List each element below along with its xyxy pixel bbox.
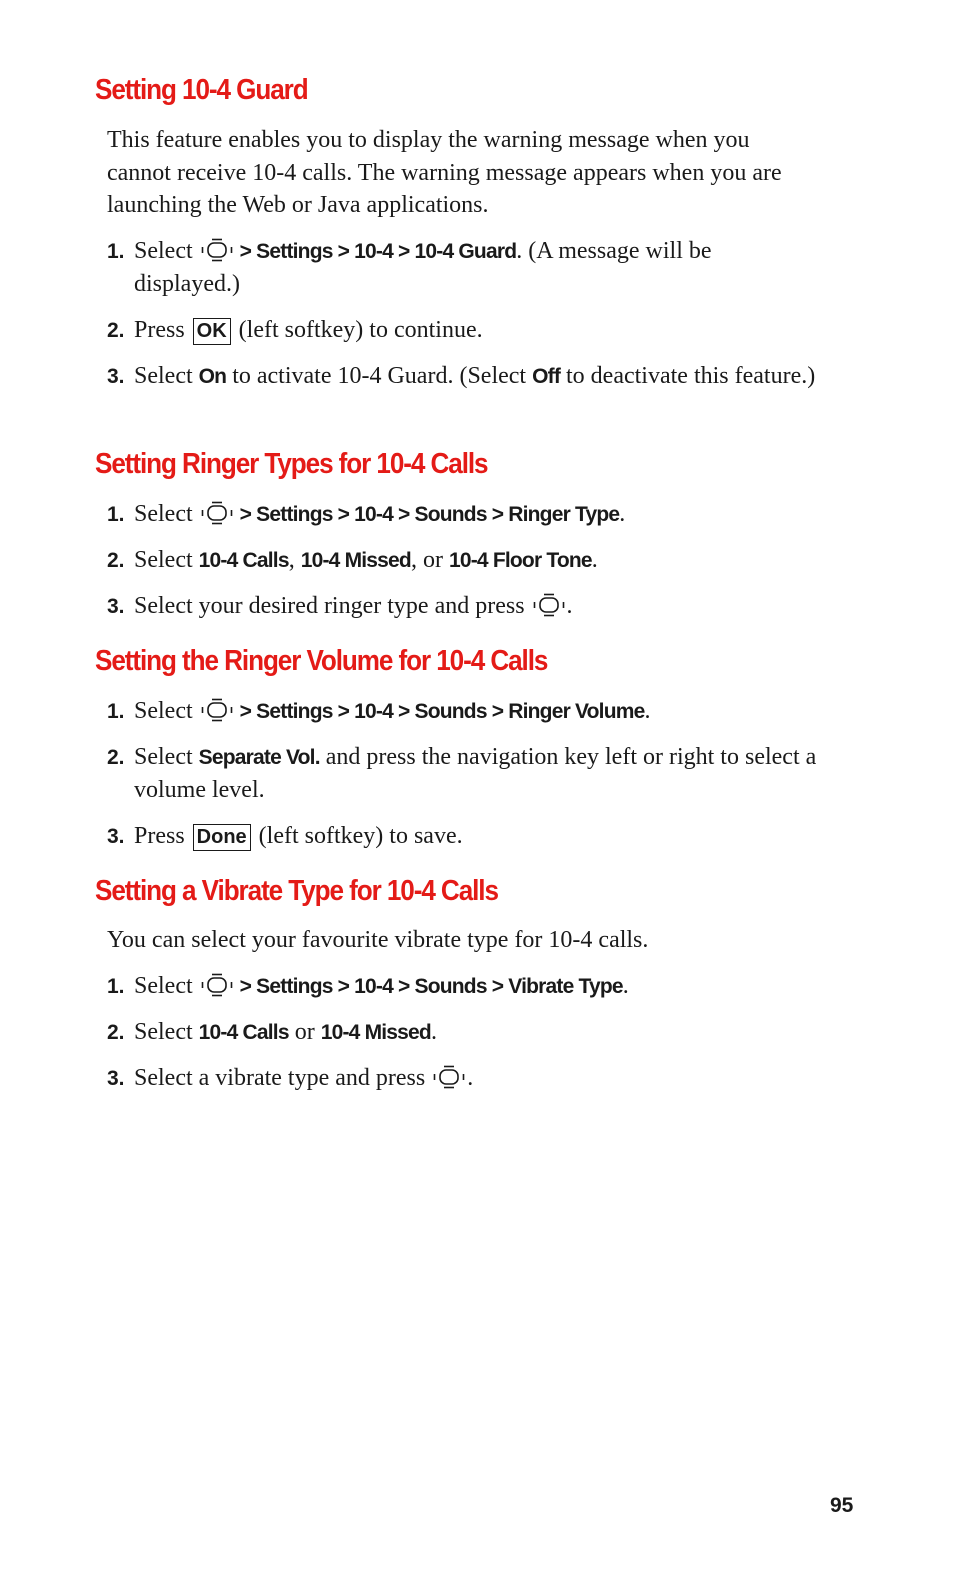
section-title-vibrate-type: Setting a Vibrate Type for 10-4 Calls xyxy=(95,875,498,907)
page-number: 95 xyxy=(830,1494,854,1517)
section-title-ringer-volume: Setting the Ringer Volume for 10-4 Calls xyxy=(95,645,548,677)
ok-softkey-label: OK xyxy=(193,318,231,345)
steps-vibrate-type xyxy=(107,970,817,1095)
list-item: 1. Select > Settings > 10-4 > Sounds > Vibrate Type. xyxy=(107,973,629,999)
section-title-10-4-guard: Setting 10-4 Guard xyxy=(95,74,308,106)
menu-ok-key-icon xyxy=(201,238,233,262)
list-item: 3. Select your desired ringer type and press . xyxy=(107,593,573,619)
menu-ok-key-icon xyxy=(201,501,233,525)
steps-ringer-types xyxy=(107,498,817,623)
menu-ok-key-icon xyxy=(433,1065,465,1089)
list-item: 3. Press Done (left softkey) to save. xyxy=(107,823,463,849)
list-item: 2. Press OK (left softkey) to continue. xyxy=(107,317,483,343)
menu-ok-key-icon xyxy=(201,973,233,997)
menu-ok-key-icon xyxy=(201,698,233,722)
list-item: 3. Select On to activate 10-4 Guard. (Select Off to deactivate this feature.) xyxy=(107,363,816,389)
list-item: 1. Select > Settings > 10-4 > 10-4 Guard. (A message will be displayed.) xyxy=(107,238,712,297)
list-item: 1. Select > Settings > 10-4 > Sounds > Ringer Volume. xyxy=(107,698,651,724)
list-item: 1. Select > Settings > 10-4 > Sounds > Ringer Type. xyxy=(107,501,626,527)
list-item: 3. Select a vibrate type and press . xyxy=(107,1065,474,1091)
section-title-ringer-types: Setting Ringer Types for 10-4 Calls xyxy=(95,448,488,480)
menu-ok-key-icon xyxy=(533,593,565,617)
done-softkey-label: Done xyxy=(193,824,251,851)
list-item: 2. Select Separate Vol. and press the navigation key left or right to select a volume level. xyxy=(107,744,817,803)
list-item: 2. Select 10-4 Calls, 10-4 Missed, or 10-4 Floor Tone. xyxy=(107,547,598,573)
steps-10-4-guard xyxy=(107,235,817,393)
list-item: 2. Select 10-4 Calls or 10-4 Missed. xyxy=(107,1019,437,1045)
section-intro-vibrate-type: You can select your favourite vibrate type for 10-4 calls. xyxy=(107,927,649,953)
section-intro-10-4-guard: This feature enables you to display the warning message when you cannot receive 10-4 calls. The warning message appears when you are launching the Web or Java applications. xyxy=(107,127,782,218)
steps-ringer-volume xyxy=(107,695,817,853)
